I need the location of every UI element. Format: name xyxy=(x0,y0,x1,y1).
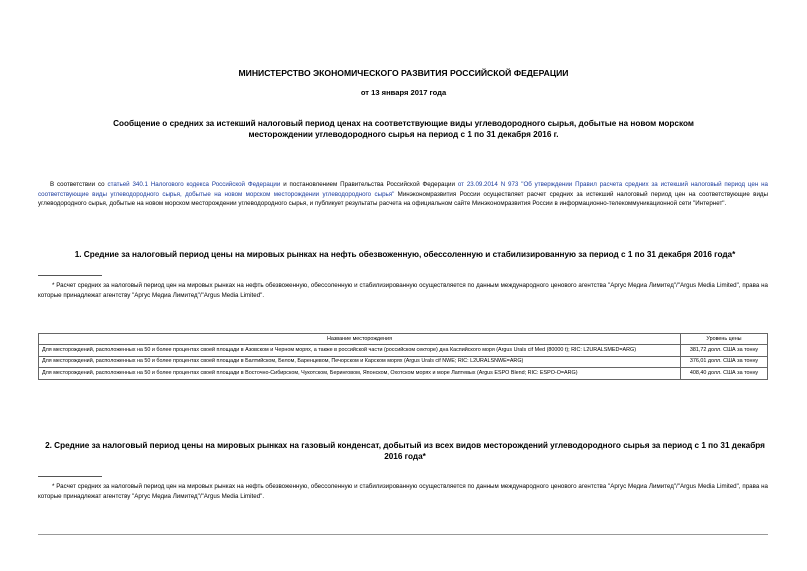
intro-text-3: Минэкономразвития России осуществляет расчет средних за истекший налоговый период цен на соответствующие виды углеводородного сырья, добытые на новом морском месторождении углеводородного сырья, и публикует результаты расчета на официальном сайте Минэкономразвития России в информационно-телекоммуникационной сети "Интернет". xyxy=(38,190,768,207)
intro-paragraph xyxy=(38,180,768,209)
page-bottom-divider xyxy=(38,534,768,535)
table-row xyxy=(39,345,768,356)
ministry-title: МИНИСТЕРСТВО ЭКОНОМИЧЕСКОГО РАЗВИТИЯ РОССИЙСКОЙ ФЕДЕРАЦИИ xyxy=(238,68,569,78)
section-2-title: 2. Средние за налоговый период цены на мировых рынках на газовый конденсат, добытый из всех видов месторождений углеводородного сырья за период с 1 по 31 декабря 2016 года* xyxy=(45,441,765,461)
section-1-title: 1. Средние за налоговый период цены на мировых рынках на нефть обезвоженную, обессоленную и стабилизированную за период с 1 по 31 декабря 2016 года* xyxy=(74,250,736,259)
section-1-footnote: * Расчет средних за налоговый период цен на мировых рынках на нефть обезвоженную, обессоленную и стабилизированную осуществляется по данным международного ценового агентства "Аргус Медиа Лимитед"/"Argus Media Limited", права на которые принадлежат агентству "Аргус Медиа Лимитед"/"Argus Media Limited". xyxy=(38,282,768,299)
intro-text-1: В соответствии со xyxy=(50,181,108,188)
message-title: Сообщение о средних за истекший налоговый период ценах на соответствующие виды углеводородного сырья, добытые на новом морском месторождении углеводородного сырья на период с 1 по 31 декабря 2016 г. xyxy=(113,119,694,139)
intro-text-2: и постановлением Правительства Российской Федерации xyxy=(280,181,458,188)
table-row xyxy=(39,356,768,367)
footnote-divider xyxy=(38,476,102,477)
footnote-divider xyxy=(38,275,102,276)
price-cell: 408,40 долл. США за тонну xyxy=(681,368,768,379)
section-2-footnote: * Расчет средних за налоговый период цен на мировых рынках на нефть обезвоженную, обессоленную и стабилизированную осуществляется по данным международного ценового агентства "Аргус Медиа Лимитед"/"Argus Media Limited", права на которые принадлежат агентству "Аргус Медиа Лимитед"/"Argus Media Limited". xyxy=(38,483,768,500)
col-header-field: Название месторождения xyxy=(39,334,681,345)
col-header-price: Уровень цены xyxy=(681,334,768,345)
resolution-link[interactable]: от 23.09.2014 N 973 "Об утверждении Правил расчета средних за истекший налоговый период цен на соответствующие виды углеводородного сырья, добытые на новом морском месторождении углеводородного сырья" xyxy=(38,181,768,198)
price-table xyxy=(38,333,768,380)
price-cell: 381,72 долл. США за тонну xyxy=(681,345,768,356)
field-name-cell: Для месторождений, расположенных на 50 и более процентах своей площади в Балтийском, Белом, Баренцевом, Печорском и Карском морях (Argus Urals cif NWE; RIC: L2URALSNWE=ARG) xyxy=(39,356,681,367)
field-name-cell: Для месторождений, расположенных на 50 и более процентах своей площади в Восточно-Сибирском, Чукотском, Беринговом, Японском, Охотском морях и море Лаптевых (Argus ESPO Blend; RIC: ESPO-O=ARG) xyxy=(39,368,681,379)
tax-code-link[interactable]: статьей 340.1 Налогового кодекса Российской Федерации xyxy=(107,181,281,188)
document-date: от 13 января 2017 года xyxy=(360,88,447,97)
table-header-row xyxy=(39,334,768,345)
field-name-cell: Для месторождений, расположенных на 50 и более процентах своей площади в Азовском и Черном морях, а также в российской части (российском секторе) дна Каспийского моря (Argus Urals cif Med (80000 t); RIC: L2URALSMED=ARG) xyxy=(39,345,681,356)
price-cell: 376,01 долл. США за тонну xyxy=(681,356,768,367)
table-row xyxy=(39,368,768,379)
